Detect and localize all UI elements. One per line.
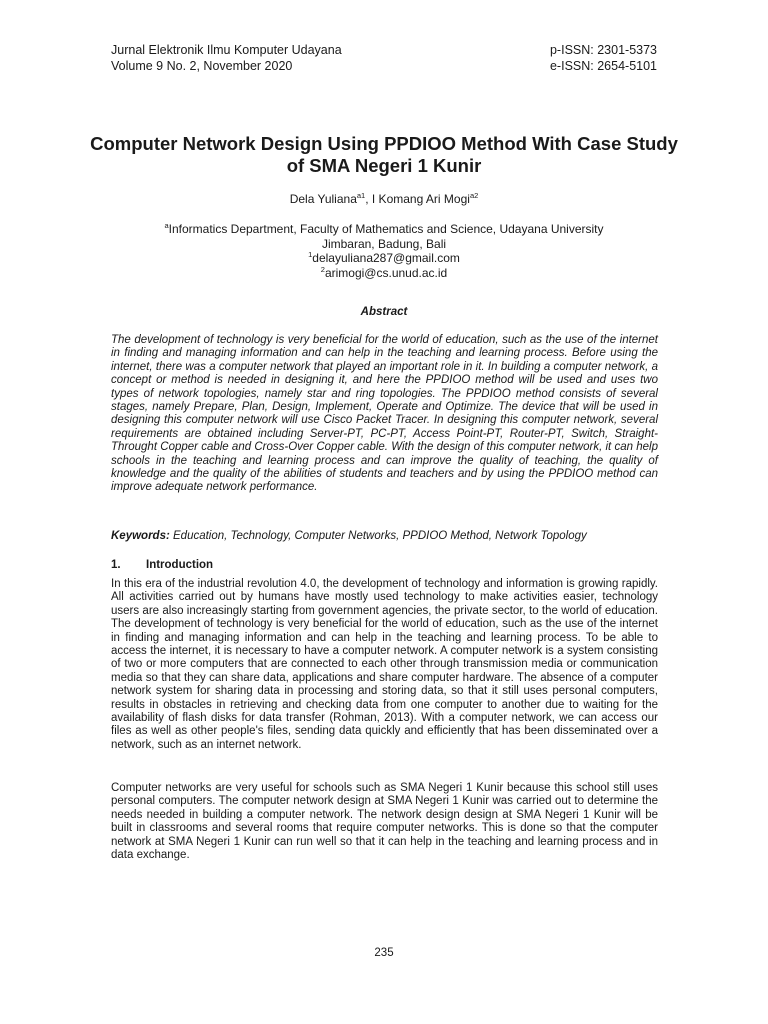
- author-email: $^2$arimogi@cs.unud.ac.id: [320, 264, 448, 280]
- body-paragraph: Computer networks are very useful for schools such as SMA Negeri 1 Kunir because this school still uses personal computers. The computer network design at SMA Negeri 1 Kunir was carried out to determine the needs needed in building a computer network. The network design design at SMA Negeri 1 Kunir will be built in classrooms and several rooms that require computer networks. This is done so that the computer network at SMA Negeri 1 Kunir can run well so that it can help in the teaching and learning process and in data exchange.: [111, 782, 658, 862]
- affiliation-department: $^a$Informatics Department, Faculty of Mathematics and Science, Udayana University: [164, 221, 604, 236]
- author-email: $^1$delayuliana287@gmail.com: [308, 250, 460, 265]
- author-name: Dela Yuliana: [289, 192, 357, 206]
- affiliation-block: [0, 222, 768, 280]
- keywords: [111, 529, 658, 543]
- keywords-text: Education, Technology, Computer Networks, PPDIOO Method, Network Topology: [173, 530, 587, 542]
- keywords-label: Keywords:: [111, 530, 170, 542]
- section-heading: [111, 558, 213, 572]
- section-number: 1.: [111, 559, 121, 571]
- author-superscript: a2: [469, 191, 479, 200]
- page-number: 235: [374, 947, 394, 959]
- paper-title: Computer Network Design Using PPDIOO Method With Case Study of SMA Negeri 1 Kunir: [90, 133, 678, 176]
- body-paragraph: In this era of the industrial revolution 4.0, the development of technology and information is growing rapidly. All activities carried out by humans have mostly used technology to make activities easier, technology users are also increasingly starting from government agencies, the private sector, to the world of education. The development of technology is very beneficial for the world of education, such as the use of the internet in finding and managing information and can help in the teaching and learning process. To be able to access the internet, it is necessary to have a computer network. A computer network is a system consisting of two or more computers that are connected to each other through transmission media or communication media so that they can share data, applications and share computer hardware. The absence of a computer network system for sharing data in processing and storing data, so that it still uses personal computers, results in obstacles in retrieving and checking data from one computer to another due to waiting for the availability of flash disks for data transfer (Rohman, 2013). With a computer network, we can access our files as well as other people's files, sending data quickly and efficiently that has been disseminated over a network, such as an internet network.: [111, 578, 658, 751]
- journal-name: Jurnal Elektronik Ilmu Komputer Udayana: [111, 43, 342, 57]
- author-separator: ,: [365, 192, 372, 206]
- email-link[interactable]: delayuliana287@gmail.com: [312, 251, 460, 265]
- affiliation-location: Jimbaran, Badung, Bali: [321, 236, 447, 251]
- p-issn: p-ISSN: 2301-5373: [549, 43, 657, 57]
- running-header-left: [111, 42, 342, 74]
- author-name: I Komang Ari Mogi: [371, 192, 470, 206]
- affiliation-superscript: a: [164, 221, 169, 230]
- author-list: [0, 192, 768, 207]
- author-superscript: a1: [356, 191, 366, 200]
- e-issn: e-ISSN: 2654-5101: [549, 59, 657, 73]
- abstract-text: The development of technology is very beneficial for the world of education, such as the use of the internet in finding and managing information and can help in the teaching and learning process. Before using the internet, there was a computer network that played an important role in it. In building a computer network, a concept or method is needed in designing it, and here the PPDIOO method will be used and uses two types of network topologies, namely star and ring topologies. The PPDIOO method consists of several stages, namely Prepare, Plan, Design, Implement, Operate and Optimize. The device that will be used in designing this computer network will use Cisco Packet Tracer. In designing this computer network, several requirements are obtained including Server-PT, PC-PT, Access Point-PT, Router-PT, Switch, Straight-Throught Copper cable and Cross-Over Copper cable. With the design of this computer network, it can help schools in the teaching and learning process and can improve the quality of teaching, the quality of knowledge and the quality of the abilities of students and teachers and by using the PPDIOO method can improve adequate network performance.: [111, 334, 658, 494]
- section-title: Introduction: [146, 559, 214, 571]
- abstract-heading: Abstract: [360, 306, 408, 318]
- email-link[interactable]: arimogi@cs.unud.ac.id: [324, 265, 448, 280]
- journal-volume: Volume 9 No. 2, November 2020: [111, 59, 293, 73]
- running-header-right: [550, 42, 657, 74]
